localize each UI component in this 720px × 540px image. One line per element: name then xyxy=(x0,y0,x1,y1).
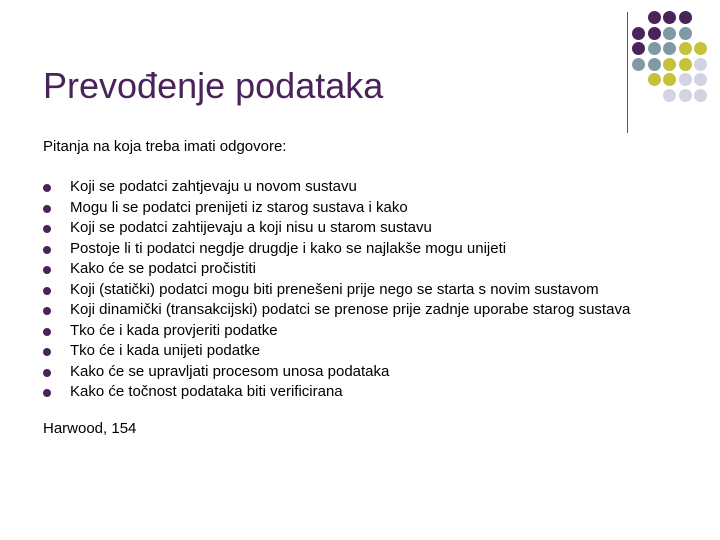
list-item xyxy=(43,200,683,217)
list-item-text: Tko će i kada unijeti podatke xyxy=(70,342,261,359)
decorative-dot xyxy=(679,11,692,24)
decorative-dot xyxy=(648,73,661,86)
list-item xyxy=(43,343,683,360)
bullet-icon xyxy=(43,184,51,192)
list-item-text: Postoje li ti podatci negdje drugdje i kako se najlakše mogu unijeti xyxy=(70,239,507,257)
list-item-text: Koji dinamički (transakcijski) podatci se prenose prije zadnje uporabe starog sustava xyxy=(70,301,631,318)
bullet-icon xyxy=(43,389,51,397)
decorative-dot xyxy=(648,27,661,40)
list-item xyxy=(43,220,683,237)
decorative-dot xyxy=(679,58,692,71)
decorative-dot xyxy=(679,42,692,55)
list-item xyxy=(43,282,683,299)
decorative-dot xyxy=(679,73,692,86)
list-item-text: Kako će točnost podataka biti verificirana xyxy=(70,383,343,400)
bullet-icon xyxy=(43,225,51,233)
decorative-dot xyxy=(694,58,707,71)
decorative-dot xyxy=(632,58,645,71)
list-item xyxy=(43,179,683,196)
bullet-icon xyxy=(43,246,51,254)
list-item-text: Tko će i kada provjeriti podatke xyxy=(70,321,278,339)
list-item-text: Kako će se upravljati procesom unosa podataka xyxy=(70,362,390,380)
decorative-dot xyxy=(694,89,707,102)
list-item xyxy=(43,384,683,401)
decorative-dot xyxy=(663,27,676,40)
decorative-dot xyxy=(694,42,707,55)
decorative-dot xyxy=(679,89,692,102)
decorative-divider xyxy=(627,12,628,133)
slide-title: Prevođenje podataka xyxy=(43,65,384,106)
list-item-text: Kako će se podatci pročistiti xyxy=(70,260,256,277)
bullet-icon xyxy=(43,348,51,356)
slide-subtitle: Pitanja na koja treba imati odgovore: xyxy=(43,138,287,155)
decorative-dot xyxy=(694,73,707,86)
decorative-dot xyxy=(679,27,692,40)
bullet-icon xyxy=(43,266,51,274)
decorative-dot xyxy=(632,42,645,55)
decorative-dot xyxy=(663,11,676,24)
list-item-text: Koji se podatci zahtijevaju a koji nisu u starom sustavu xyxy=(70,219,432,236)
decorative-dot xyxy=(663,73,676,86)
decorative-dot xyxy=(648,58,661,71)
list-item xyxy=(43,323,683,340)
list-item xyxy=(43,261,683,278)
list-item xyxy=(43,302,683,319)
bullet-icon xyxy=(43,328,51,336)
list-item xyxy=(43,241,683,258)
decorative-dot xyxy=(663,58,676,71)
bullet-icon xyxy=(43,205,51,213)
decorative-dot xyxy=(632,27,645,40)
decorative-dot xyxy=(663,89,676,102)
list-item-text: Mogu li se podatci prenijeti iz starog sustava i kako xyxy=(70,198,408,216)
bullet-icon xyxy=(43,307,51,315)
decorative-dot xyxy=(663,42,676,55)
source-citation: Harwood, 154 xyxy=(43,420,137,437)
bullet-icon xyxy=(43,287,51,295)
bullet-list xyxy=(43,179,683,405)
decorative-dot xyxy=(648,42,661,55)
list-item xyxy=(43,364,683,381)
list-item-text: Koji se podatci zahtjevaju u novom sustavu xyxy=(70,178,357,195)
list-item-text: Koji (statički) podatci mogu biti prenešeni prije nego se starta s novim sustavom xyxy=(70,280,599,298)
decorative-dot xyxy=(648,11,661,24)
bullet-icon xyxy=(43,369,51,377)
